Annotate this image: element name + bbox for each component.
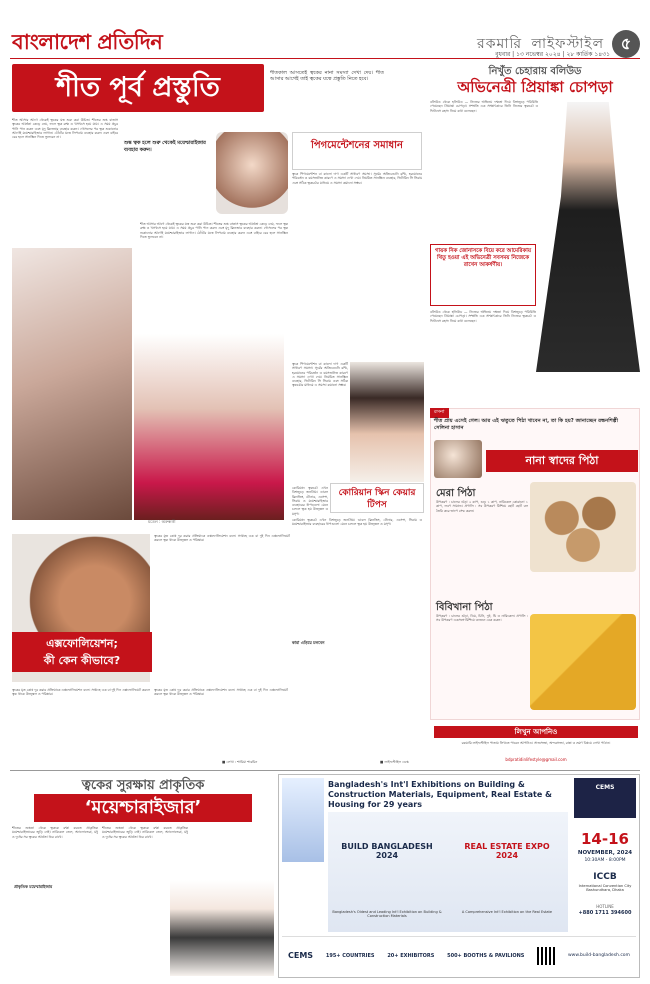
korean-byline: ■ লাইফস্টাইল ডেস্ক — [380, 760, 409, 764]
advert-expo2: REAL ESTATE EXPO 2024 — [464, 842, 550, 860]
priyanka-headline: অভিনেত্রী প্রিয়াঙ্কা চোপড়া — [457, 78, 613, 96]
page-number-badge: ৫ — [612, 30, 640, 58]
pitha-headline: নানা স্বাদের পিঠা — [486, 450, 638, 472]
advert-series-logo: CEMS — [574, 778, 636, 818]
bibikhana-pitha-photo — [530, 614, 636, 710]
winter-pull-quote: শুষ্ক ত্বক হলে শুরু থেকেই ময়েশ্চারাইজার ব্যবহার করুন। — [124, 140, 206, 153]
model-photo-inset — [216, 132, 288, 214]
pigmentation-body-2: ত্বকে পিগমেন্টেশন বা কালো দাগ একটি সাধারণ সমস্যা। সূর্যের অতিবেগুনি রশ্মি, হরমোনের পরিবর্তন ও বয়সজনিত কারণে এ সমস্যা দেখা দেয়। নিয়মিত সানস্ক্রিন ব্যবহার, ভিটামিন সি সিরাম এবং সঠিক ত্বকচর্চার মাধ্যমে এ সমস্যা কমানো সম্ভব। — [292, 362, 348, 388]
recipe2-title: বিবিখানা পিঠা — [436, 602, 493, 613]
masthead-logo — [12, 26, 162, 61]
moisturizer-subhead: প্রাকৃতিক ময়েশ্চারাইজার — [14, 884, 53, 889]
winter-body-col2: শীত আসার আগে থেকেই ত্বকের যত্ন শুরু করা উচিত। শীতের শুষ্ক বাতাস ত্বকের আর্দ্রতা কেড়ে নেয়, ফলে ত্বক রুক্ষ ও খসখসে হয়ে যায়। এ সময় প্রচুর পানি পান করুন এবং মৃদু ক্লিনজার ব্যবহার করুন। গোসলের পর ত্বক শুকানোর আগেই ময়েশ্চারাইজার লাগান। ঠোঁটের যত্নে লিপবাম ব্যবহার করুন এবং বাইরে বের হলে সানস্ক্রিন দিতে ভুলবেন না। — [140, 222, 288, 239]
winter-headline: শীত পূর্ব প্রস্তুতি — [12, 64, 264, 112]
advert-stat-countries: 195+ COUNTRIES — [325, 952, 375, 959]
advert-stat-booths: 500+ BOOTHS & PAVILIONS — [447, 952, 525, 959]
advert-cems-logo: CEMS — [288, 951, 314, 960]
exfoliation-headline — [12, 632, 152, 672]
exfoliation-headline-line2: কী কেন কীভাবে? — [43, 654, 121, 667]
moisturizer-model-photo — [170, 880, 274, 976]
section-divider — [10, 770, 640, 771]
advert-hotline[interactable]: +880 1711 394600 — [578, 910, 632, 916]
write-to-us-title: লিখুন আপনিও — [434, 726, 638, 738]
recipe1-title: মেরা পিঠা — [436, 488, 476, 499]
recipe1-body: উপকরণ : চালের গুঁড়া ২ কাপ, গুড় ১ কাপ, নারিকেল কোরানো ১ কাপ, লবণ সামান্য। প্রণালি : সব উপকরণ মিশিয়ে ছোট ছোট বল তৈরি করে ভাপে সেদ্ধ করুন। — [436, 500, 528, 513]
korean-headline: কোরিয়ান স্কিন কেয়ার টিপস — [330, 483, 424, 513]
priyanka-pull-quote: গায়ক নিক জোনাসকে বিয়ে করে আমেরিকায় থিতু হওয়া এই অভিনেত্রী সবসময় নিজেকে রাখেন আকর্ষণীয়। — [430, 244, 536, 306]
advert-hotline-label: HOTLINE — [596, 904, 614, 909]
advert-month: NOVEMBER, 2024 — [577, 850, 633, 856]
priyanka-body: বলিউড থেকে হলিউড — নিজের অভিনয় দক্ষতা দিয়ে বিশ্বজুড়ে পরিচিতি পেয়েছেন প্রিয়াঙ্কা চোপড়া। সম্প্রতি এক সাক্ষাৎকারে তিনি নিজের ত্বকচর্চা ও ফিটনেস রহস্য নিয়ে কথা বলেছেন। — [430, 100, 538, 113]
winter-intro: শীতকাল আসতেই ত্বকের নানা সমস্যা দেখা দেয়। শীত আসার আগেই তাই ত্বকের যত্নে প্রস্তুতি নিতে হবে। — [270, 70, 384, 83]
advert-dates: 14-16 — [581, 830, 629, 848]
advert-website[interactable]: www.build-bangladesh.com — [567, 953, 630, 958]
exfoliation-subhead: কারা এড়িয়ে চলবেন — [292, 640, 325, 645]
korean-model-photo — [350, 362, 424, 482]
moisturizer-body-col1: শীতের শুষ্কতা থেকে ত্বককে রক্ষা করতে প্রাকৃতিক ময়েশ্চারাইজারের জুড়ি নেই। নারিকেল তেল, অ্যালোভেরা, মধু ও দুধের সর ত্বকের আর্দ্রতা ধরে রাখে। — [12, 826, 98, 839]
advert-title: Bangladesh's Int'l Exhibitions on Building & Construction Materials, Equipment, Real Estate & Housing for 29 years — [328, 780, 553, 809]
pigmentation-body: ত্বকে পিগমেন্টেশন বা কালো দাগ একটি সাধারণ সমস্যা। সূর্যের অতিবেগুনি রশ্মি, হরমোনের পরিবর্তন ও বয়সজনিত কারণে এ সমস্যা দেখা দেয়। নিয়মিত সানস্ক্রিন ব্যবহার, ভিটামিন সি সিরাম এবং সঠিক ত্বকচর্চার মাধ্যমে এ সমস্যা কমানো সম্ভব। — [292, 172, 422, 185]
priyanka-photo — [536, 102, 640, 372]
exfoliation-byline: ■ লেখা : শামিমা শারমিন — [222, 760, 258, 764]
korean-body-lead: কোরিয়ান ত্বকচর্চা এখন বিশ্বজুড়ে জনপ্রিয়। ডাবল ক্লিনজিং, টোনার, এসেন্স, সিরাম ও ময়েশ্চারাইজার ব্যবহারের ধাপগুলো মেনে চললে ত্বক হয় উজ্জ্বল ও মসৃণ। — [292, 486, 328, 516]
model-photo-pink — [134, 334, 284, 520]
exfoliation-body-top: ত্বকের মৃত কোষ দূর করার প্রক্রিয়াকে এক্সফোলিয়েশন বলে। সপ্তাহে এক বা দুই দিন এক্সফোলিয়েট করলে ত্বক থাকে উজ্জ্বল ও পরিষ্কার। — [154, 534, 290, 543]
advert-building-graphic — [282, 778, 324, 862]
advert-footer — [282, 936, 636, 974]
moisturizer-kicker: ত্বকের সুরক্ষায় প্রাকৃতিক — [81, 778, 205, 793]
mera-pitha-photo — [530, 482, 636, 572]
pitha-tag: রসনা — [430, 408, 449, 418]
write-to-us-email[interactable]: bdpratidinlifestyle@gmail.com — [505, 757, 567, 762]
chef-photo — [434, 440, 482, 478]
moisturizer-headline: ‘ময়েশ্চারাইজার’ — [34, 794, 252, 822]
korean-body: কোরিয়ান ত্বকচর্চা এখন বিশ্বজুড়ে জনপ্রিয়। ডাবল ক্লিনজিং, টোনার, এসেন্স, সিরাম ও ময়েশ্চারাইজার ব্যবহারের ধাপগুলো মেনে চললে ত্বক হয় উজ্জ্বল ও মসৃণ। — [292, 518, 422, 527]
priyanka-body-2: বলিউড থেকে হলিউড — নিজের অভিনয় দক্ষতা দিয়ে বিশ্বজুড়ে পরিচিতি পেয়েছেন প্রিয়াঙ্কা চোপড়া। সম্প্রতি এক সাক্ষাৎকারে তিনি নিজের ত্বকচর্চা ও ফিটনেস রহস্য নিয়ে কথা বলেছেন। — [430, 310, 536, 323]
exfoliation-body-col1: ত্বকের মৃত কোষ দূর করার প্রক্রিয়াকে এক্সফোলিয়েশন বলে। সপ্তাহে এক বা দুই দিন এক্সফোলিয়েট করলে ত্বক থাকে উজ্জ্বল ও পরিষ্কার। — [12, 688, 150, 697]
exfoliation-headline-line1: এক্সফোলিয়েশন; — [46, 637, 118, 650]
model-photo-winter — [12, 248, 132, 520]
advert-tagline1: Bangladesh's Oldest and Leading Int'l Exhibition on Building & Construction Materials — [332, 910, 442, 918]
advert-time: 10:30AM - 8:00PM — [584, 858, 626, 863]
write-to-us-body: রকমারি লাইফস্টাইল পাতায় লিখতে পারেন আপনিও। সাজসজ্জা, অন্দরসজ্জা, রান্না ও ভ্রমণ বিষয়ে লেখা পাঠান। — [461, 741, 611, 745]
winter-body-col1: শীত আসার আগে থেকেই ত্বকের যত্ন শুরু করা উচিত। শীতের শুষ্ক বাতাস ত্বকের আর্দ্রতা কেড়ে নেয়, ফলে ত্বক রুক্ষ ও খসখসে হয়ে যায়। এ সময় প্রচুর পানি পান করুন এবং মৃদু ক্লিনজার ব্যবহার করুন। গোসলের পর ত্বক শুকানোর আগেই ময়েশ্চারাইজার লাগান। ঠোঁটের যত্নে লিপবাম ব্যবহার করুন এবং বাইরে বের হলে সানস্ক্রিন দিতে ভুলবেন না। — [12, 118, 118, 140]
advert-expo1: BUILD BANGLADESH 2024 — [341, 842, 433, 860]
newspaper-logo: বাংলাদেশ প্রতিদিন — [12, 29, 163, 54]
pitha-intro: শীত প্রায় এসেই গেল। আর এই ঋতুতে পিঠা খাবেন না, তা কি হয়? জানাচ্ছেন রন্ধনশিল্পী সেলিনা হাসান — [434, 418, 619, 431]
pigmentation-headline: পিগমেন্টেশনের সমাধান — [292, 132, 422, 170]
section-title: রকমারি লাইফস্টাইল — [477, 36, 604, 52]
recipe2-body: উপকরণ : চালের গুঁড়া, ডিম, চিনি, দুধ, ঘি ও নারিকেল। প্রণালি : সব উপকরণ একসঙ্গে মিশিয়ে ওভেনে বেক করুন। — [436, 614, 528, 623]
advert-venue: International Convention City Bashundhara, Dhaka — [578, 884, 632, 892]
priyanka-kicker: নিখুঁত চেহারায় বলিউড — [488, 66, 582, 77]
dateline: বুধবার | ১৩ নভেম্বর ২০২৪ | ২৮ কার্তিক ১৪৩১ — [495, 51, 610, 58]
masthead-rule — [10, 58, 640, 59]
moisturizer-body-col2: শীতের শুষ্কতা থেকে ত্বককে রক্ষা করতে প্রাকৃতিক ময়েশ্চারাইজারের জুড়ি নেই। নারিকেল তেল, অ্যালোভেরা, মধু ও দুধের সর ত্বকের আর্দ্রতা ধরে রাখে। — [102, 826, 188, 839]
winter-photo-caption: মডেল : অরুন্ধতী — [148, 519, 176, 524]
qr-code-icon[interactable] — [537, 947, 555, 965]
exfoliation-body-col2: ত্বকের মৃত কোষ দূর করার প্রক্রিয়াকে এক্সফোলিয়েশন বলে। সপ্তাহে এক বা দুই দিন এক্সফোলিয়েট করলে ত্বক থাকে উজ্জ্বল ও পরিষ্কার। — [154, 688, 288, 697]
advert-venue-short: ICCB — [593, 872, 617, 882]
advert-stat-exhibitors: 20+ EXHIBITORS — [387, 952, 435, 959]
advert-tagline2: A Comprehensive Int'l Exhibition on the Real Estate — [461, 910, 553, 914]
